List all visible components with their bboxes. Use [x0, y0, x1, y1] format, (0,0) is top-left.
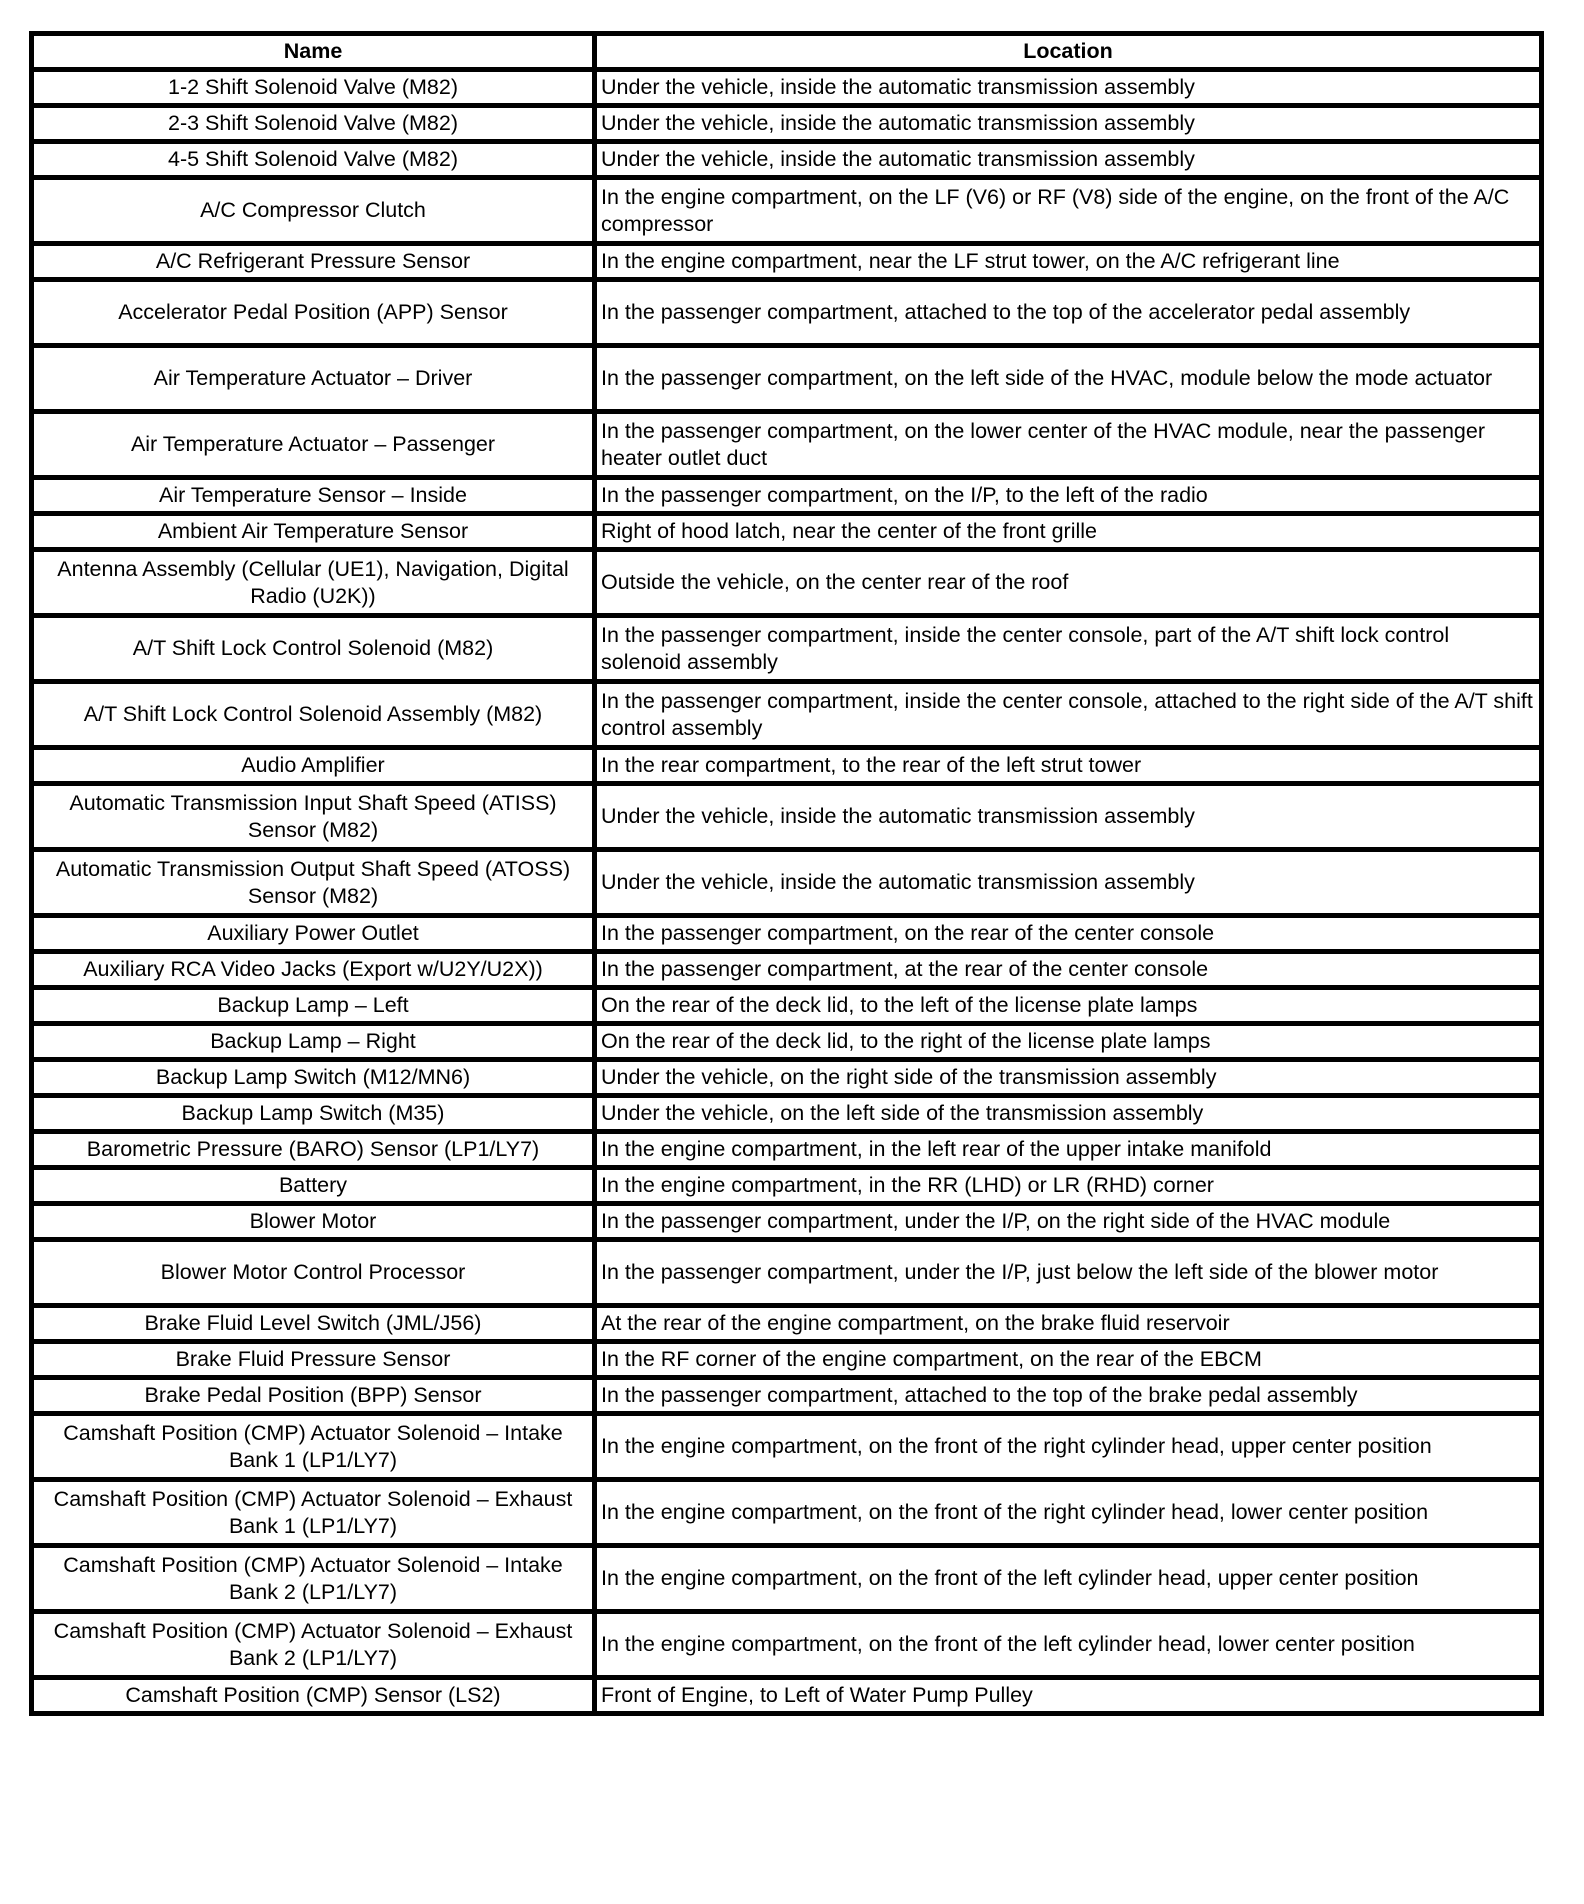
- component-name-cell: Camshaft Position (CMP) Actuator Solenoid – Intake Bank 1 (LP1/LY7): [32, 1414, 595, 1480]
- component-location-cell: In the engine compartment, in the left rear of the upper intake manifold: [595, 1132, 1542, 1168]
- component-location-cell: Under the vehicle, on the left side of the transmission assembly: [595, 1096, 1542, 1132]
- component-name-cell: Auxiliary Power Outlet: [32, 916, 595, 952]
- component-location-cell: In the passenger compartment, on the I/P, to the left of the radio: [595, 478, 1542, 514]
- component-name-cell: Camshaft Position (CMP) Actuator Solenoid – Exhaust Bank 2 (LP1/LY7): [32, 1612, 595, 1678]
- table-row: [32, 1060, 1542, 1096]
- component-location-cell: In the engine compartment, on the front of the right cylinder head, upper center position: [595, 1414, 1542, 1480]
- table-row: [32, 514, 1542, 550]
- table-row: [32, 1678, 1542, 1714]
- component-name-cell: Camshaft Position (CMP) Sensor (LS2): [32, 1678, 595, 1714]
- table-row: [32, 616, 1542, 682]
- component-location-cell: In the passenger compartment, under the I/P, on the right side of the HVAC module: [595, 1204, 1542, 1240]
- table-row: [32, 1414, 1542, 1480]
- component-name-cell: Camshaft Position (CMP) Actuator Solenoid – Intake Bank 2 (LP1/LY7): [32, 1546, 595, 1612]
- table-row: [32, 1612, 1542, 1678]
- table-row: [32, 346, 1542, 412]
- component-location-cell: In the engine compartment, on the front of the right cylinder head, lower center position: [595, 1480, 1542, 1546]
- component-name-cell: Battery: [32, 1168, 595, 1204]
- column-header-location: Location: [595, 34, 1542, 70]
- component-location-cell: In the passenger compartment, at the rear of the center console: [595, 952, 1542, 988]
- table-row: [32, 748, 1542, 784]
- component-location-cell: In the engine compartment, on the front of the left cylinder head, upper center position: [595, 1546, 1542, 1612]
- component-name-cell: Barometric Pressure (BARO) Sensor (LP1/LY7): [32, 1132, 595, 1168]
- component-location-cell: Under the vehicle, on the right side of the transmission assembly: [595, 1060, 1542, 1096]
- component-name-cell: Backup Lamp – Left: [32, 988, 595, 1024]
- table-row: [32, 1168, 1542, 1204]
- table-row: [32, 550, 1542, 616]
- component-location-cell: In the passenger compartment, on the left side of the HVAC, module below the mode actuator: [595, 346, 1542, 412]
- component-name-cell: Brake Fluid Pressure Sensor: [32, 1342, 595, 1378]
- table-row: [32, 1480, 1542, 1546]
- component-location-cell: In the passenger compartment, inside the center console, attached to the right side of the A/T shift control assembly: [595, 682, 1542, 748]
- component-name-cell: Ambient Air Temperature Sensor: [32, 514, 595, 550]
- component-location-cell: Under the vehicle, inside the automatic transmission assembly: [595, 142, 1542, 178]
- component-name-cell: 2-3 Shift Solenoid Valve (M82): [32, 106, 595, 142]
- table-row: [32, 916, 1542, 952]
- component-name-cell: Brake Fluid Level Switch (JML/J56): [32, 1306, 595, 1342]
- component-name-cell: Air Temperature Actuator – Driver: [32, 346, 595, 412]
- table-row: [32, 1378, 1542, 1414]
- component-location-cell: In the engine compartment, near the LF strut tower, on the A/C refrigerant line: [595, 244, 1542, 280]
- component-name-cell: Audio Amplifier: [32, 748, 595, 784]
- component-name-cell: Air Temperature Sensor – Inside: [32, 478, 595, 514]
- component-location-cell: In the engine compartment, in the RR (LHD) or LR (RHD) corner: [595, 1168, 1542, 1204]
- component-name-cell: Automatic Transmission Input Shaft Speed (ATISS) Sensor (M82): [32, 784, 595, 850]
- table-row: [32, 850, 1542, 916]
- table-row: [32, 1096, 1542, 1132]
- table-row: [32, 478, 1542, 514]
- table-row: [32, 1132, 1542, 1168]
- component-name-cell: A/C Refrigerant Pressure Sensor: [32, 244, 595, 280]
- table-header-row: [32, 34, 1542, 70]
- component-location-cell: In the engine compartment, on the LF (V6) or RF (V8) side of the engine, on the front of the A/C compressor: [595, 178, 1542, 244]
- component-location-table: [29, 31, 1544, 1716]
- component-name-cell: Air Temperature Actuator – Passenger: [32, 412, 595, 478]
- column-header-name: Name: [32, 34, 595, 70]
- component-name-cell: Backup Lamp Switch (M35): [32, 1096, 595, 1132]
- table-row: [32, 952, 1542, 988]
- component-name-cell: A/C Compressor Clutch: [32, 178, 595, 244]
- component-name-cell: Blower Motor Control Processor: [32, 1240, 595, 1306]
- component-name-cell: Camshaft Position (CMP) Actuator Solenoid – Exhaust Bank 1 (LP1/LY7): [32, 1480, 595, 1546]
- table-row: [32, 106, 1542, 142]
- component-name-cell: Automatic Transmission Output Shaft Speed (ATOSS) Sensor (M82): [32, 850, 595, 916]
- table-row: [32, 784, 1542, 850]
- component-location-cell: In the passenger compartment, on the lower center of the HVAC module, near the passenger heater outlet duct: [595, 412, 1542, 478]
- table-row: [32, 244, 1542, 280]
- component-location-cell: In the rear compartment, to the rear of the left strut tower: [595, 748, 1542, 784]
- component-location-cell: In the passenger compartment, under the I/P, just below the left side of the blower motor: [595, 1240, 1542, 1306]
- table-row: [32, 682, 1542, 748]
- component-location-cell: Under the vehicle, inside the automatic transmission assembly: [595, 850, 1542, 916]
- component-name-cell: Backup Lamp Switch (M12/MN6): [32, 1060, 595, 1096]
- table-row: [32, 142, 1542, 178]
- component-location-cell: Under the vehicle, inside the automatic transmission assembly: [595, 784, 1542, 850]
- component-name-cell: A/T Shift Lock Control Solenoid (M82): [32, 616, 595, 682]
- component-name-cell: A/T Shift Lock Control Solenoid Assembly (M82): [32, 682, 595, 748]
- component-location-cell: In the engine compartment, on the front of the left cylinder head, lower center position: [595, 1612, 1542, 1678]
- component-location-cell: Right of hood latch, near the center of the front grille: [595, 514, 1542, 550]
- table-row: [32, 1024, 1542, 1060]
- table-body: [32, 70, 1542, 1714]
- component-location-cell: Under the vehicle, inside the automatic transmission assembly: [595, 70, 1542, 106]
- component-location-cell: On the rear of the deck lid, to the left of the license plate lamps: [595, 988, 1542, 1024]
- component-name-cell: Backup Lamp – Right: [32, 1024, 595, 1060]
- component-location-cell: In the passenger compartment, attached to the top of the accelerator pedal assembly: [595, 280, 1542, 346]
- component-name-cell: 1-2 Shift Solenoid Valve (M82): [32, 70, 595, 106]
- component-location-cell: In the passenger compartment, on the rear of the center console: [595, 916, 1542, 952]
- component-name-cell: Accelerator Pedal Position (APP) Sensor: [32, 280, 595, 346]
- component-location-cell: In the passenger compartment, attached to the top of the brake pedal assembly: [595, 1378, 1542, 1414]
- component-name-cell: Brake Pedal Position (BPP) Sensor: [32, 1378, 595, 1414]
- table-row: [32, 1240, 1542, 1306]
- component-location-cell: In the RF corner of the engine compartment, on the rear of the EBCM: [595, 1342, 1542, 1378]
- component-location-cell: On the rear of the deck lid, to the right of the license plate lamps: [595, 1024, 1542, 1060]
- table-row: [32, 1204, 1542, 1240]
- component-name-cell: Antenna Assembly (Cellular (UE1), Navigation, Digital Radio (U2K)): [32, 550, 595, 616]
- table-row: [32, 412, 1542, 478]
- component-location-cell: At the rear of the engine compartment, on the brake fluid reservoir: [595, 1306, 1542, 1342]
- component-location-cell: Under the vehicle, inside the automatic transmission assembly: [595, 106, 1542, 142]
- table-row: [32, 1342, 1542, 1378]
- table-row: [32, 1546, 1542, 1612]
- table-row: [32, 280, 1542, 346]
- component-name-cell: Blower Motor: [32, 1204, 595, 1240]
- table-row: [32, 988, 1542, 1024]
- component-name-cell: 4-5 Shift Solenoid Valve (M82): [32, 142, 595, 178]
- component-location-cell: Front of Engine, to Left of Water Pump Pulley: [595, 1678, 1542, 1714]
- table-row: [32, 1306, 1542, 1342]
- table-row: [32, 178, 1542, 244]
- component-location-cell: In the passenger compartment, inside the center console, part of the A/T shift lock control solenoid assembly: [595, 616, 1542, 682]
- component-location-cell: Outside the vehicle, on the center rear of the roof: [595, 550, 1542, 616]
- table-row: [32, 70, 1542, 106]
- component-name-cell: Auxiliary RCA Video Jacks (Export w/U2Y/U2X)): [32, 952, 595, 988]
